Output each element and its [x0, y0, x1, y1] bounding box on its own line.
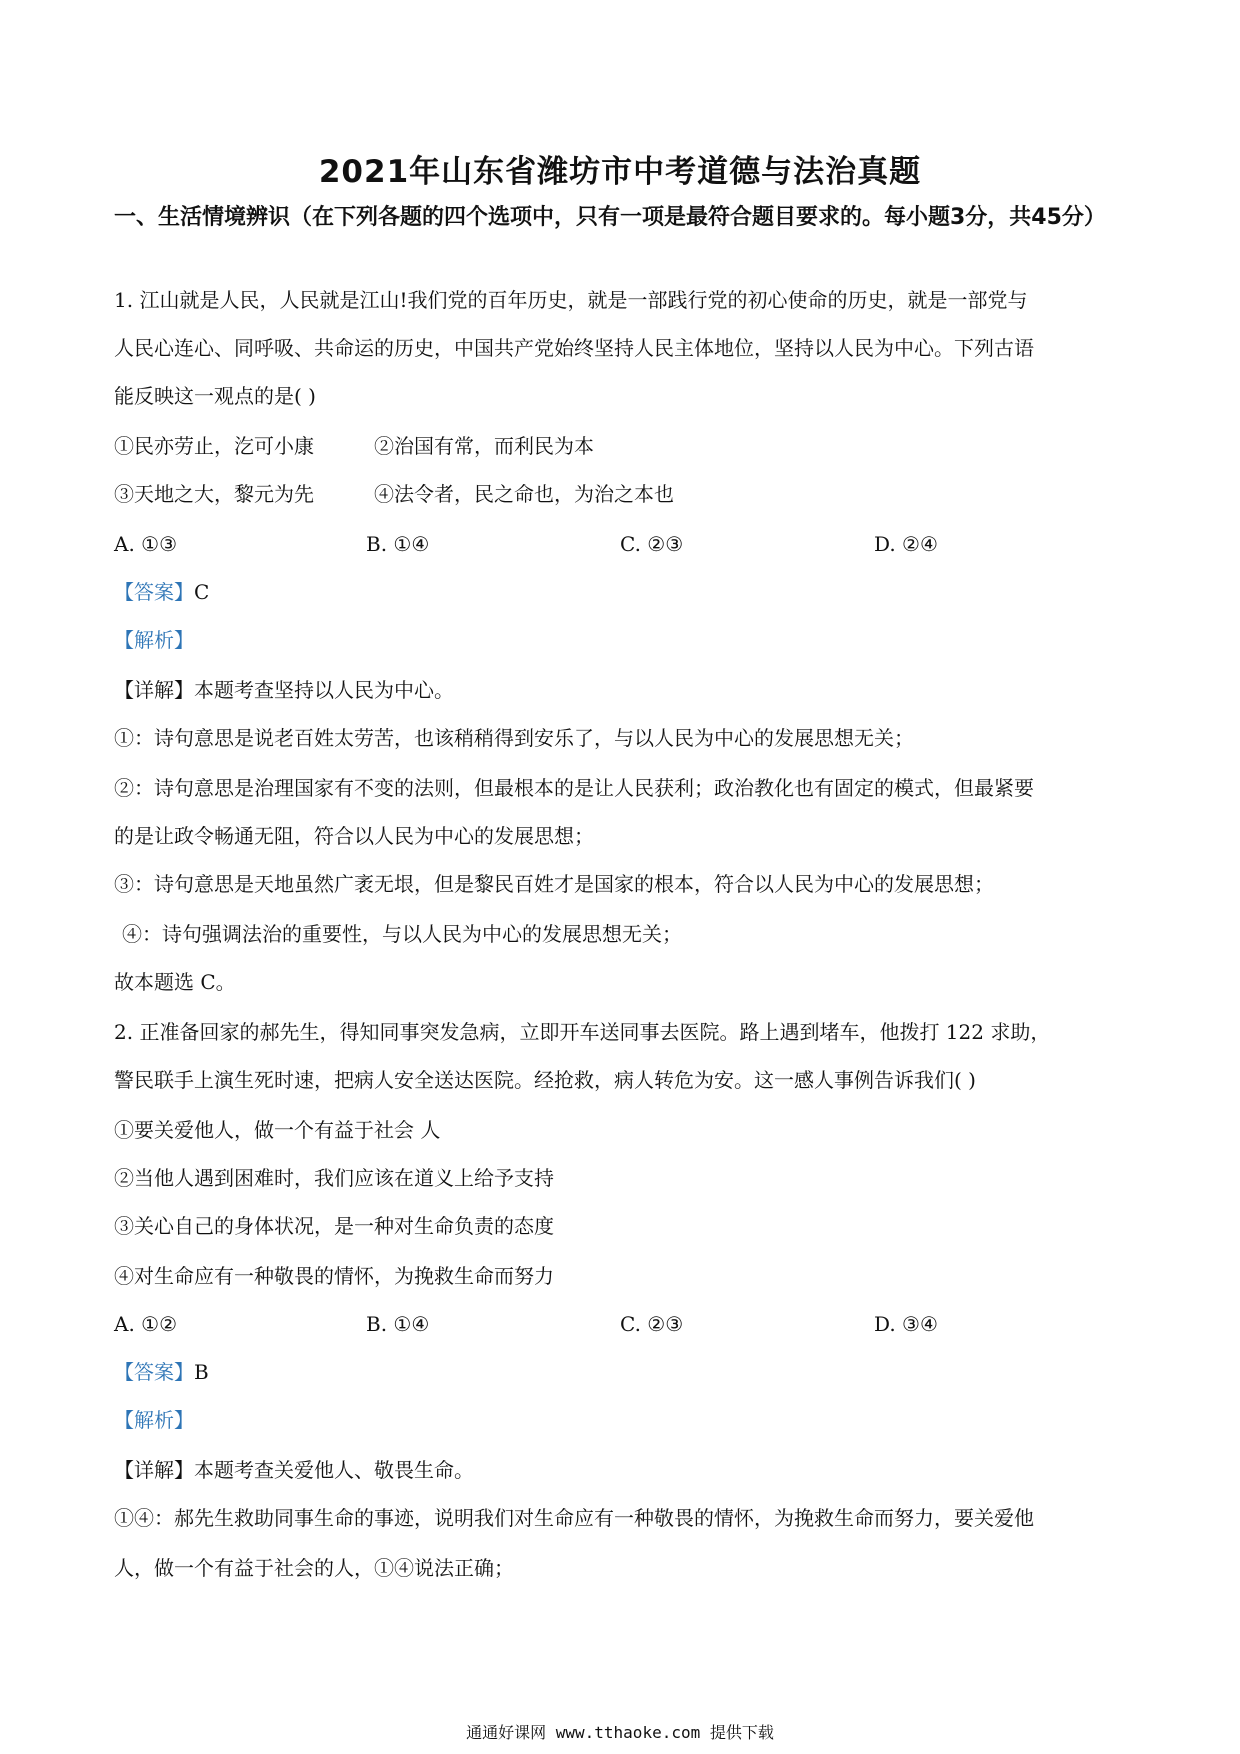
section-heading: 一、生活情境辨识（在下列各题的四个选项中，只有一项是最符合题目要求的。每小题3分，共45分） [114, 205, 1106, 230]
q1-item-1: ①民亦劳止，汔可小康 [114, 434, 314, 458]
q2-stem-line-1: 2. 正准备回家的郝先生，得知同事突发急病，立即开车送同事去医院。路上遇到堵车，他拨打 122 求助， [114, 1020, 1051, 1044]
q1-explanation-4: ④：诗句强调法治的重要性，与以人民为中心的发展思想无关； [122, 922, 682, 946]
q2-item-3: ③关心自己的身体状况，是一种对生命负责的态度 [114, 1214, 554, 1238]
q2-detail-text: 本题考查关爱他人、敬畏生命。 [194, 1458, 474, 1482]
q1-analysis-label: 【解析】 [114, 628, 194, 652]
q1-answer-label: 【答案】 [114, 580, 194, 604]
q2-stem-line-2: 警民联手上演生死时速，把病人安全送达医院。经抢救，病人转危为安。这一感人事例告诉我们( ) [114, 1068, 976, 1092]
q2-explanation-1a: ①④：郝先生救助同事生命的事迹，说明我们对生命应有一种敬畏的情怀，为挽救生命而努力，要关爱他 [114, 1506, 1034, 1530]
q2-answer-label: 【答案】 [114, 1360, 194, 1384]
q1-option-d: D. ②④ [874, 532, 938, 556]
q1-answer-value: C [194, 580, 210, 604]
q1-option-b: B. ①④ [366, 532, 430, 556]
q2-detail-label: 【详解】 [114, 1458, 194, 1482]
q1-stem-line-2: 人民心连心、同呼吸、共命运的历史，中国共产党始终坚持人民主体地位，坚持以人民为中心。下列古语 [114, 336, 1034, 360]
q2-answer-value: B [194, 1360, 209, 1384]
q2-item-1: ①要关爱他人，做一个有益于社会 人 [114, 1118, 441, 1142]
q2-detail [114, 1456, 474, 1484]
q1-item-3: ③天地之大，黎元为先 [114, 482, 314, 506]
page-footer: 通通好课网 www.tthaoke.com 提供下载 [466, 1723, 774, 1742]
q2-item-4: ④对生命应有一种敬畏的情怀，为挽救生命而努力 [114, 1264, 554, 1288]
q1-answer [114, 578, 209, 606]
q1-item-2: ②治国有常，而利民为本 [374, 434, 594, 458]
q1-conclusion: 故本题选 C。 [114, 970, 236, 994]
q2-analysis-label: 【解析】 [114, 1408, 194, 1432]
q1-item-4: ④法令者，民之命也，为治之本也 [374, 482, 674, 506]
q2-option-c: C. ②③ [620, 1312, 684, 1336]
q2-option-d: D. ③④ [874, 1312, 938, 1336]
q1-option-c: C. ②③ [620, 532, 684, 556]
q1-explanation-2b: 的是让政令畅通无阻，符合以人民为中心的发展思想； [114, 824, 594, 848]
q2-answer [114, 1358, 209, 1386]
q2-analysis [114, 1406, 194, 1434]
q1-detail-label: 【详解】 [114, 678, 194, 702]
q1-explanation-1: ①：诗句意思是说老百姓太劳苦，也该稍稍得到安乐了，与以人民为中心的发展思想无关； [114, 726, 914, 750]
q1-detail [114, 676, 454, 704]
q1-explanation-2a: ②：诗句意思是治理国家有不变的法则，但最根本的是让人民获利；政治教化也有固定的模式，但最紧要 [114, 776, 1034, 800]
q1-explanation-3: ③：诗句意思是天地虽然广袤无垠，但是黎民百姓才是国家的根本，符合以人民为中心的发展思想； [114, 872, 994, 896]
q1-stem-line-1: 1. 江山就是人民，人民就是江山!我们党的百年历史，就是一部践行党的初心使命的历史，就是一部党与 [114, 288, 1028, 312]
q2-item-2: ②当他人遇到困难时，我们应该在道义上给予支持 [114, 1166, 554, 1190]
q1-option-a: A. ①③ [114, 532, 178, 556]
q2-option-b: B. ①④ [366, 1312, 430, 1336]
page-title: 2021年山东省潍坊市中考道德与法治真题 [318, 154, 922, 190]
q2-explanation-1b: 人，做一个有益于社会的人，①④说法正确； [114, 1556, 514, 1580]
q2-option-a: A. ①② [114, 1312, 178, 1336]
q1-detail-text: 本题考查坚持以人民为中心。 [194, 678, 454, 702]
q1-analysis [114, 626, 194, 654]
q1-stem-line-3: 能反映这一观点的是( ) [114, 384, 316, 408]
